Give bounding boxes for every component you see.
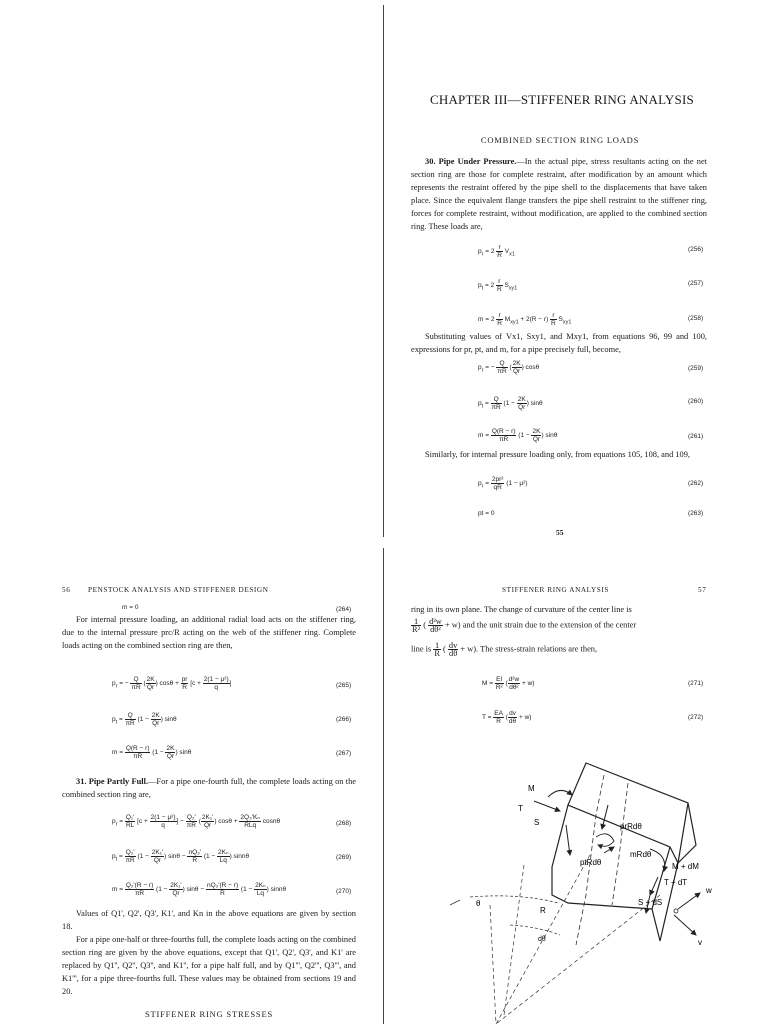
top-gutter-line — [383, 5, 384, 537]
label-dtheta: dθ — [538, 936, 546, 943]
equation-268: $p_r$ = $\frac{\text{Q₁'}}{RL}$ [c + $\frac{\text{2(1 − μ²)}}{q}$ ] − $\frac{\text{Q₂'}}{\pi R}$ ( $\frac{\text{2K₁'}}{Qr}$ ) cosθ + $\frac{\text{2Q₃'Kₙ}}{\text{RLq}}$ cosnθ — [112, 814, 281, 829]
equation-269: $p_t$ = $\frac{\text{Q₂'}}{\pi R}$ (1 − $\frac{\text{2K₁'}}{Qr}$ ) sinθ − $\frac{\text{nQ₃'}}{R}$ (1 − $\frac{\text{2Kₙ}}{Lq}$ ) sinnθ — [112, 849, 250, 864]
equation-272-number: (272) — [688, 714, 704, 721]
equation-265: $p_r$ = − $\frac{Q}{\pi R}$ ( $\frac{2K}{Qr}$ ) cosθ + $\frac{pr}{R}$ [c + $\frac{\text{2(1 − μ²)}}{q}$ ] — [112, 676, 232, 691]
equation-272: T = $\frac{EA}{R}$ ( $\frac{dv}{d\theta}$ + w) — [482, 710, 532, 725]
equation-270: m = $\frac{\text{Q₂'(R − r)}}{\pi R}$ (1 − $\frac{\text{2K₁'}}{Qr}$ ) sinθ − $\frac{\text{nQ₃'(R − r)}}{R}$ (1 − $\frac{\text{2Kₙ}}{Lq}$ ) sinnθ — [112, 882, 287, 897]
bottom-gutter-line — [383, 548, 384, 1024]
equation-257: $p_t = 2$ $\frac{r}{R}$ $S_{xy1}$ — [478, 278, 518, 293]
equation-271-number: (271) — [688, 680, 704, 687]
paragraph-30 — [411, 155, 707, 233]
label-S: S — [534, 818, 540, 827]
equation-260-number: (260) — [688, 398, 704, 405]
left-page-number: 56 — [62, 586, 71, 594]
equation-263: pt = 0 — [478, 510, 495, 517]
label-M: M — [528, 784, 535, 793]
ring-element-figure — [476, 745, 740, 1024]
ring-element-outline — [568, 763, 696, 863]
label-w: w — [706, 886, 712, 895]
paragraph-31-body: —For a pipe one-fourth full, the complete loads acting on the combined section ring are, — [62, 777, 356, 799]
dtheta-arc — [510, 925, 560, 935]
equation-264: m = 0 — [122, 604, 139, 611]
equation-260: $p_t$ = $\frac{Q}{\pi R}$ (1 − $\frac{2K}{Qr}$ ) sinθ — [478, 396, 543, 411]
paragraph-ring-line: line is — [411, 644, 432, 654]
page-number-55: 55 — [556, 528, 564, 537]
paragraph-ring-plane: ring in its own plane. The change of curvature of the center line is — [411, 605, 632, 614]
theta-arc — [470, 896, 558, 903]
curvature-expression-line: $\frac{1}{\text{R²}}$ ( $\frac{\text{d²w}}{\text{dθ²}}$ + w) and the unit strain due to the extension of the center — [412, 617, 637, 634]
equation-271: M = $\frac{EI}{\text{R²}}$ ( $\frac{\text{d²w}}{\text{dθ²}}$ + w) — [482, 676, 535, 691]
paragraph-30-heading: 30. Pipe Under Pressure. — [425, 157, 517, 166]
moment-m-arrow — [596, 834, 614, 847]
equation-256: $p_r = 2$ $\frac{r}{R}$ $V_{x1}$ — [478, 244, 515, 259]
label-MdM: M + dM — [672, 862, 699, 871]
ring-element-front-face — [552, 805, 670, 909]
equation-268-number: (268) — [336, 820, 352, 827]
paragraph-substituting: Substituting values of Vx1, Sxy1, and Mxy1, from equations 96, 99 and 100, expressions for pr, pt, and m, for a pipe precisely full, become, — [411, 332, 707, 354]
equation-269-number: (269) — [336, 854, 352, 861]
stiffener-ring-stresses-heading: STIFFENER RING STRESSES — [145, 1009, 273, 1019]
force-S-arrow — [566, 825, 570, 855]
label-prRdtheta: prRdθ — [620, 822, 642, 831]
strain-expression-line: line is $\frac{1}{R}$ ( $\frac{dv}{d\theta}$ + w). The stress-strain relations are then, — [411, 641, 598, 658]
equation-259-number: (259) — [688, 365, 704, 372]
force-T-arrow — [534, 801, 560, 811]
label-mRdtheta: mRdθ — [630, 850, 652, 859]
force-pt-arrow — [604, 847, 614, 853]
equation-267: m = $\frac{Q(R - r)}{\pi R}$ (1 − $\frac{2K}{Qr}$ ) sinθ — [112, 745, 192, 760]
left-running-head: PENSTOCK ANALYSIS AND STIFFENER DESIGN — [88, 586, 269, 594]
equation-263-number: (263) — [688, 510, 704, 517]
force-pr-arrow — [602, 805, 608, 829]
label-v: v — [698, 938, 702, 947]
equation-266-number: (266) — [336, 716, 352, 723]
equation-262: $p_r$ = $\frac{\text{2pr²}}{qR}$ (1 − μ²) — [478, 476, 528, 491]
section-heading: COMBINED SECTION RING LOADS — [480, 135, 640, 145]
equation-264-number: (264) — [336, 606, 352, 613]
equation-259: $p_r$ = − $\frac{Q}{\pi R}$ ( $\frac{2K}{Qr}$ ) cosθ — [478, 360, 540, 375]
paragraph-ring-strain: and the unit strain due to the extension of the center — [462, 620, 637, 630]
equation-265-number: (265) — [336, 682, 352, 689]
paragraph-stress-strain: The stress-strain relations are then, — [480, 644, 598, 654]
label-theta: θ — [476, 899, 481, 908]
paragraph-31 — [62, 775, 356, 801]
right-page-number: 57 — [698, 586, 707, 594]
paragraph-31-heading: 31. Pipe Partly Full. — [76, 777, 149, 786]
label-T: T — [518, 804, 523, 813]
equation-262-number: (262) — [688, 480, 704, 487]
axis-v-arrow — [674, 915, 696, 935]
paragraph-internal-pressure: For internal pressure loading, an additional radial load acts on the stiffener ring, due to the internal pressure prc/R acting on the web of the stiffener ring. Complete loads acting on the combined section ring are then, — [62, 615, 356, 650]
equation-261: m = $\frac{Q(R - r)}{\pi R}$ (1 − $\frac{2K}{Qr}$ ) sinθ — [478, 428, 558, 443]
right-running-head: STIFFENER RING ANALYSIS — [502, 586, 609, 594]
force-MdM-arrow — [650, 849, 665, 871]
paragraph-half-full: For a pipe one-half or three-fourths full, the complete loads acting on the combined section ring are given by the above equations, except that Q1', Q2', Q3', and K1' are replaced by Q1'', Q2'', Q3'', and K1'', for a pipe half full, and by Q1''', Q2''', Q3''', and K1''', for a pipe three-fourths full. These values may be obtained from sections 19 and 20. — [62, 935, 356, 996]
label-SdS: S + dS — [638, 898, 663, 907]
equation-258: m = 2 $\frac{r}{R}$ $M_{xy1} + 2(R - r)$ $\frac{r}{R}$ $S_{xy1}$ — [478, 312, 572, 327]
equation-261-number: (261) — [688, 433, 704, 440]
axis-w-arrow — [678, 893, 700, 909]
force-M-arrow — [548, 790, 572, 797]
chapter-title: CHAPTER III—STIFFENER RING ANALYSIS — [430, 92, 694, 107]
paragraph-30-body: —In the actual pipe, stress resultants acting on the net section ring are those for complete restraint, after modification by an amount which represents the restraint offered by the pipe shell to the displacements that have taken place. Since the equivalent flange transfers the pipe shell restraint to the stiffener ring, forces for complete restraint, without modification, are applied to the combined section ring. These loads are, — [411, 157, 707, 231]
equation-266: $p_t$ = $\frac{Q}{\pi R}$ (1 − $\frac{2K}{Qr}$ ) sinθ — [112, 712, 177, 727]
label-R: R — [540, 906, 546, 915]
paragraph-values: Values of Q1', Q2', Q3', K1', and Kn in the above equations are given by section 18. — [62, 909, 356, 931]
paragraph-similarly: Similarly, for internal pressure loading only, from equations 105, 108, and 109, — [425, 450, 691, 459]
label-ptRdtheta: ptRdθ — [580, 858, 602, 867]
label-TdT: T + dT — [664, 878, 688, 887]
curvature-expression: $\frac{1}{\text{R²}}$ — [412, 617, 421, 634]
equation-258-number: (258) — [688, 315, 704, 322]
strain-expression: $\frac{1}{R}$ — [434, 641, 440, 658]
equation-257-number: (257) — [688, 280, 704, 287]
equation-256-number: (256) — [688, 246, 704, 253]
equation-270-number: (270) — [336, 888, 352, 895]
equation-267-number: (267) — [336, 750, 352, 757]
